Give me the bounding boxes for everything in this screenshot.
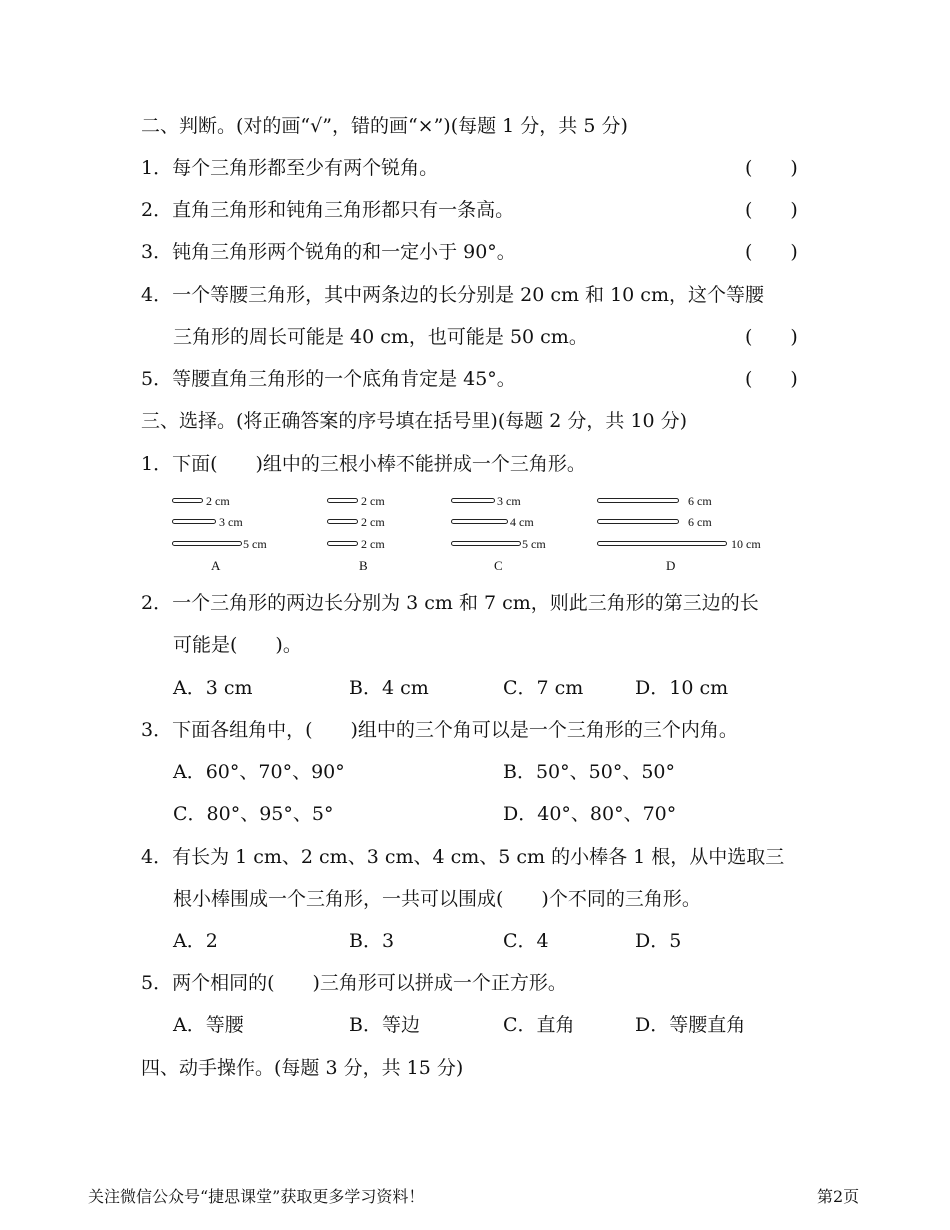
q5-option-a: A．等腰: [173, 1014, 244, 1036]
choice-q2-line1: 2．一个三角形的两边长分别为 3 cm 和 7 cm，则此三角形的第三边的长: [141, 592, 759, 614]
section3-title: 三、选择。(将正确答案的序号填在括号里)(每题 2 分，共 10 分): [141, 410, 688, 432]
page-number: 第2页: [817, 1187, 860, 1206]
stick-b3: [327, 541, 358, 546]
stick-label-d3: 10 cm: [731, 537, 761, 551]
stick-c2: [451, 519, 508, 524]
q2-option-c: C．7 cm: [503, 677, 584, 699]
q4-option-a: A．2: [173, 930, 218, 952]
choice-q5: 5．两个相同的( )三角形可以拼成一个正方形。: [141, 972, 567, 994]
stick-label-a3: 5 cm: [243, 537, 267, 551]
choice-q4-line1: 4．有长为 1 cm、2 cm、3 cm、4 cm、5 cm 的小棒各 1 根，从中选取三: [141, 846, 785, 868]
judge-item-4-line1: 4．一个等腰三角形，其中两条边的长分别是 20 cm 和 10 cm，这个等腰: [141, 284, 764, 306]
stick-b2: [327, 519, 358, 524]
stick-label-c3: 5 cm: [522, 537, 546, 551]
answer-paren-2[interactable]: ( ): [745, 199, 798, 221]
q3-option-c: C．80°、95°、5°: [173, 803, 334, 825]
stick-label-d1: 6 cm: [688, 494, 712, 508]
stick-label-a2: 3 cm: [219, 515, 243, 529]
choice-q1: 1．下面( )组中的三根小棒不能拼成一个三角形。: [141, 453, 586, 475]
q5-option-b: B．等边: [349, 1014, 420, 1036]
choice-q2-line2: 可能是( )。: [173, 634, 302, 656]
stick-label-c1: 3 cm: [497, 494, 521, 508]
stick-label-b1: 2 cm: [361, 494, 385, 508]
stick-label-a1: 2 cm: [206, 494, 230, 508]
choice-q3: 3．下面各组角中，( )组中的三个角可以是一个三角形的三个内角。: [141, 719, 738, 741]
stick-label-d2: 6 cm: [688, 515, 712, 529]
judge-item-3: 3．钝角三角形两个锐角的和一定小于 90°。: [141, 241, 516, 263]
q3-option-d: D．40°、80°、70°: [503, 803, 677, 825]
group-label-d: D: [666, 558, 676, 573]
group-label-b: B: [359, 558, 368, 573]
q4-option-c: C．4: [503, 930, 549, 952]
q4-option-b: B．3: [349, 930, 395, 952]
q2-option-a: A．3 cm: [173, 677, 253, 699]
stick-a1: [172, 498, 203, 503]
stick-b1: [327, 498, 358, 503]
stick-d2: [597, 519, 679, 524]
stick-d3: [597, 541, 727, 546]
answer-paren-4[interactable]: ( ): [745, 326, 798, 348]
judge-item-2: 2．直角三角形和钝角三角形都只有一条高。: [141, 199, 515, 221]
stick-label-b2: 2 cm: [361, 515, 385, 529]
q3-option-b: B．50°、50°、50°: [503, 761, 675, 783]
stick-a3: [172, 541, 242, 546]
q5-option-d: D．等腰直角: [635, 1014, 746, 1036]
q2-option-d: D．10 cm: [635, 677, 729, 699]
stick-label-c2: 4 cm: [510, 515, 534, 529]
answer-paren-3[interactable]: ( ): [745, 241, 798, 263]
stick-a2: [172, 519, 216, 524]
group-label-c: C: [494, 558, 503, 573]
q3-option-a: A．60°、70°、90°: [173, 761, 345, 783]
stick-label-b3: 2 cm: [361, 537, 385, 551]
section2-title: 二、判断。(对的画“√”，错的画“×”)(每题 1 分，共 5 分): [141, 115, 628, 137]
answer-paren-5[interactable]: ( ): [745, 368, 798, 390]
stick-c3: [451, 541, 521, 546]
q4-option-d: D．5: [635, 930, 682, 952]
q5-option-c: C．直角: [503, 1014, 575, 1036]
choice-q4-line2: 根小棒围成一个三角形，一共可以围成( )个不同的三角形。: [173, 888, 701, 910]
judge-item-1: 1．每个三角形都至少有两个锐角。: [141, 157, 439, 179]
answer-paren-1[interactable]: ( ): [745, 157, 798, 179]
group-label-a: A: [211, 558, 221, 573]
q2-option-b: B．4 cm: [349, 677, 429, 699]
stick-d1: [597, 498, 679, 503]
section4-title: 四、动手操作。(每题 3 分，共 15 分): [141, 1057, 464, 1079]
judge-item-4-line2: 三角形的周长可能是 40 cm，也可能是 50 cm。: [173, 326, 588, 348]
judge-item-5: 5．等腰直角三角形的一个底角肯定是 45°。: [141, 368, 516, 390]
stick-c1: [451, 498, 495, 503]
footer-note: 关注微信公众号“捷思课堂”获取更多学习资料！: [88, 1187, 425, 1206]
